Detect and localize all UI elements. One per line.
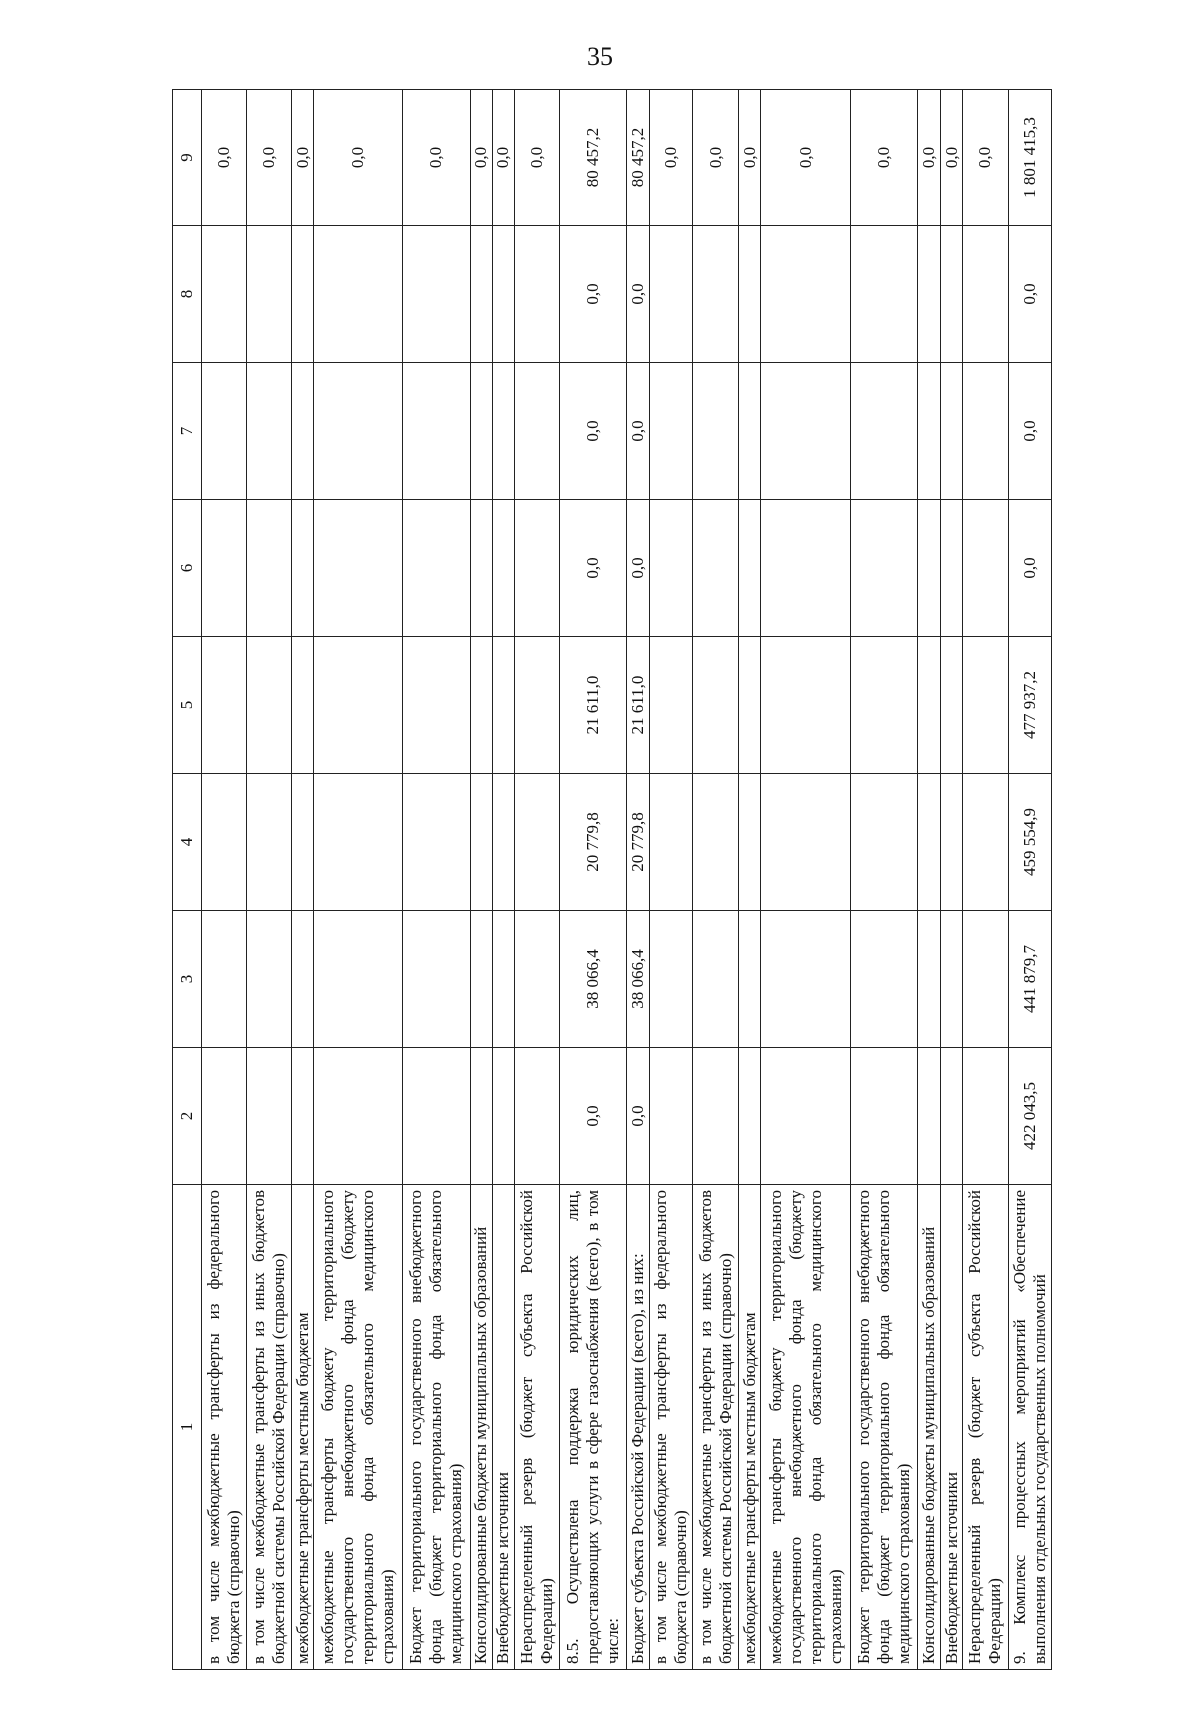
value-cell <box>247 226 292 363</box>
row-label: Нераспределенный резерв (бюджет субъекта Российской Федерации) <box>514 1185 559 1670</box>
row-label: межбюджетные трансферты бюджету территориального государственного внебюджетного фонда (бюджету территориального фонда обязательного медицинского страхования) <box>761 1185 851 1670</box>
table-row <box>761 90 851 1670</box>
value-cell <box>514 363 559 500</box>
value-cell <box>514 500 559 637</box>
value-cell <box>649 774 693 911</box>
value-cell: 20 779,8 <box>626 774 649 911</box>
table-row <box>470 90 492 1670</box>
value-cell <box>247 637 292 774</box>
value-cell: 0,0 <box>247 90 292 226</box>
value-cell: 441 879,7 <box>1008 911 1051 1048</box>
column-header: 7 <box>173 363 202 500</box>
value-cell <box>514 911 559 1048</box>
value-cell <box>918 637 941 774</box>
value-cell: 20 779,8 <box>559 774 626 911</box>
row-label: Бюджет субъекта Российской Федерации (всего), из них: <box>626 1185 649 1670</box>
value-cell <box>470 226 492 363</box>
value-cell <box>761 637 851 774</box>
value-cell <box>851 911 918 1048</box>
column-header: 3 <box>173 911 202 1048</box>
rotated-table-wrapper <box>172 90 1052 1670</box>
column-header: 4 <box>173 774 202 911</box>
row-label: в том числе межбюджетные трансферты из иных бюджетов бюджетной системы Российской Федерации (справочно) <box>693 1185 739 1670</box>
value-cell <box>761 774 851 911</box>
value-cell <box>514 226 559 363</box>
value-cell <box>918 1048 941 1185</box>
budget-table <box>172 89 1052 1670</box>
value-cell: 0,0 <box>470 90 492 226</box>
value-cell <box>918 500 941 637</box>
row-label: в том числе межбюджетные трансферты из федерального бюджета (справочно) <box>202 1185 247 1670</box>
row-label: межбюджетные трансферты бюджету территориального государственного внебюджетного фонда (бюджету территориального фонда обязательного медицинского страхования) <box>314 1185 403 1670</box>
value-cell <box>693 363 739 500</box>
value-cell <box>649 500 693 637</box>
value-cell <box>202 911 247 1048</box>
row-label: Бюджет территориального государственного внебюджетного фонда (бюджет территориального фонда обязательного медицинского страхования) <box>851 1185 918 1670</box>
value-cell <box>470 911 492 1048</box>
column-header: 8 <box>173 226 202 363</box>
value-cell: 38 066,4 <box>626 911 649 1048</box>
value-cell <box>247 1048 292 1185</box>
value-cell: 0,0 <box>761 90 851 226</box>
column-number-row <box>173 90 202 1670</box>
value-cell <box>514 1048 559 1185</box>
value-cell <box>514 774 559 911</box>
value-cell <box>918 774 941 911</box>
table-row <box>202 90 247 1670</box>
value-cell <box>402 1048 470 1185</box>
value-cell: 0,0 <box>626 500 649 637</box>
value-cell <box>492 774 514 911</box>
value-cell: 0,0 <box>292 90 314 226</box>
value-cell <box>739 500 761 637</box>
value-cell <box>693 1048 739 1185</box>
value-cell <box>470 774 492 911</box>
row-label: Внебюджетные источники <box>941 1185 963 1670</box>
value-cell <box>918 226 941 363</box>
value-cell <box>963 226 1009 363</box>
value-cell <box>470 363 492 500</box>
value-cell <box>470 1048 492 1185</box>
value-cell <box>402 774 470 911</box>
table-row <box>649 90 693 1670</box>
value-cell <box>963 911 1009 1048</box>
value-cell <box>314 637 403 774</box>
value-cell <box>492 500 514 637</box>
row-label: Нераспределенный резерв (бюджет субъекта Российской Федерации) <box>963 1185 1009 1670</box>
value-cell <box>292 363 314 500</box>
value-cell <box>247 363 292 500</box>
value-cell <box>314 226 403 363</box>
value-cell <box>492 226 514 363</box>
value-cell <box>851 500 918 637</box>
value-cell: 80 457,2 <box>559 90 626 226</box>
value-cell <box>851 774 918 911</box>
value-cell: 0,0 <box>559 226 626 363</box>
value-cell: 0,0 <box>559 1048 626 1185</box>
value-cell <box>202 363 247 500</box>
value-cell <box>963 363 1009 500</box>
row-label: 8.5. Осуществлена поддержка юридических лиц, предоставляющих услуги в сфере газоснабжения (всего), в том числе: <box>559 1185 626 1670</box>
value-cell: 0,0 <box>559 363 626 500</box>
table-row <box>963 90 1009 1670</box>
value-cell <box>247 774 292 911</box>
value-cell <box>649 1048 693 1185</box>
value-cell <box>314 774 403 911</box>
value-cell <box>739 637 761 774</box>
value-cell <box>693 774 739 911</box>
value-cell: 477 937,2 <box>1008 637 1051 774</box>
column-header: 6 <box>173 500 202 637</box>
value-cell <box>402 911 470 1048</box>
value-cell: 0,0 <box>314 90 403 226</box>
value-cell: 38 066,4 <box>559 911 626 1048</box>
value-cell <box>739 774 761 911</box>
value-cell <box>851 363 918 500</box>
value-cell: 0,0 <box>514 90 559 226</box>
value-cell <box>292 911 314 1048</box>
value-cell: 459 554,9 <box>1008 774 1051 911</box>
value-cell <box>739 363 761 500</box>
value-cell <box>314 1048 403 1185</box>
value-cell <box>649 363 693 500</box>
value-cell <box>693 226 739 363</box>
value-cell: 0,0 <box>851 90 918 226</box>
value-cell <box>470 637 492 774</box>
value-cell <box>492 911 514 1048</box>
value-cell <box>941 226 963 363</box>
value-cell <box>649 911 693 1048</box>
value-cell <box>202 500 247 637</box>
value-cell <box>941 500 963 637</box>
value-cell: 0,0 <box>693 90 739 226</box>
table-row <box>559 90 626 1670</box>
value-cell <box>292 226 314 363</box>
value-cell: 0,0 <box>918 90 941 226</box>
row-label: межбюджетные трансферты местным бюджетам <box>292 1185 314 1670</box>
value-cell: 0,0 <box>1008 363 1051 500</box>
table-row <box>514 90 559 1670</box>
table-row <box>402 90 470 1670</box>
row-label: Бюджет территориального государственного внебюджетного фонда (бюджет территориального фонда обязательного медицинского страхования) <box>402 1185 470 1670</box>
value-cell: 0,0 <box>626 226 649 363</box>
value-cell: 0,0 <box>739 90 761 226</box>
table-row <box>247 90 292 1670</box>
value-cell <box>963 1048 1009 1185</box>
value-cell <box>514 637 559 774</box>
value-cell <box>292 500 314 637</box>
table-row <box>626 90 649 1670</box>
row-label: Консолидированные бюджеты муниципальных образований <box>470 1185 492 1670</box>
value-cell <box>918 911 941 1048</box>
value-cell <box>402 363 470 500</box>
value-cell: 0,0 <box>649 90 693 226</box>
table-body <box>173 90 1052 1670</box>
value-cell <box>941 911 963 1048</box>
value-cell: 0,0 <box>492 90 514 226</box>
value-cell <box>851 226 918 363</box>
value-cell <box>851 637 918 774</box>
row-label: Консолидированные бюджеты муниципальных образований <box>918 1185 941 1670</box>
value-cell <box>292 774 314 911</box>
table-row <box>918 90 941 1670</box>
value-cell <box>941 637 963 774</box>
value-cell: 0,0 <box>402 90 470 226</box>
value-cell <box>649 226 693 363</box>
value-cell <box>963 637 1009 774</box>
value-cell: 1 801 415,3 <box>1008 90 1051 226</box>
value-cell <box>941 363 963 500</box>
value-cell <box>918 363 941 500</box>
table-row <box>851 90 918 1670</box>
value-cell <box>693 637 739 774</box>
value-cell <box>761 1048 851 1185</box>
table-row <box>1008 90 1051 1670</box>
row-label: в том числе межбюджетные трансферты из федерального бюджета (справочно) <box>649 1185 693 1670</box>
value-cell: 21 611,0 <box>626 637 649 774</box>
value-cell <box>492 363 514 500</box>
value-cell <box>402 500 470 637</box>
value-cell <box>247 500 292 637</box>
value-cell <box>202 774 247 911</box>
value-cell: 21 611,0 <box>559 637 626 774</box>
value-cell <box>963 774 1009 911</box>
row-label: 9. Комплекс процессных мероприятий «Обеспечение выполнения отдельных государственных полномочий <box>1008 1185 1051 1670</box>
column-header: 5 <box>173 637 202 774</box>
table-row <box>314 90 403 1670</box>
value-cell: 422 043,5 <box>1008 1048 1051 1185</box>
table-row <box>693 90 739 1670</box>
value-cell: 0,0 <box>1008 500 1051 637</box>
value-cell <box>292 637 314 774</box>
value-cell <box>761 911 851 1048</box>
value-cell <box>314 500 403 637</box>
value-cell: 0,0 <box>1008 226 1051 363</box>
value-cell <box>963 500 1009 637</box>
value-cell: 0,0 <box>202 90 247 226</box>
value-cell <box>693 500 739 637</box>
value-cell: 0,0 <box>941 90 963 226</box>
value-cell: 0,0 <box>626 1048 649 1185</box>
value-cell <box>292 1048 314 1185</box>
value-cell <box>202 226 247 363</box>
value-cell <box>492 1048 514 1185</box>
value-cell <box>941 1048 963 1185</box>
page-number: 35 <box>587 42 613 71</box>
value-cell <box>739 226 761 363</box>
value-cell <box>470 500 492 637</box>
value-cell <box>649 637 693 774</box>
value-cell <box>402 226 470 363</box>
value-cell <box>202 1048 247 1185</box>
value-cell <box>314 363 403 500</box>
value-cell <box>247 911 292 1048</box>
row-label: Внебюджетные источники <box>492 1185 514 1670</box>
value-cell <box>851 1048 918 1185</box>
table-row <box>292 90 314 1670</box>
row-label: межбюджетные трансферты местным бюджетам <box>739 1185 761 1670</box>
value-cell <box>492 637 514 774</box>
value-cell <box>761 226 851 363</box>
value-cell <box>693 911 739 1048</box>
value-cell <box>202 637 247 774</box>
value-cell: 0,0 <box>559 500 626 637</box>
value-cell <box>402 637 470 774</box>
value-cell: 80 457,2 <box>626 90 649 226</box>
value-cell <box>739 911 761 1048</box>
table-row <box>739 90 761 1670</box>
column-header: 2 <box>173 1048 202 1185</box>
table-row <box>492 90 514 1670</box>
table-row <box>941 90 963 1670</box>
value-cell <box>739 1048 761 1185</box>
value-cell <box>941 774 963 911</box>
value-cell <box>761 363 851 500</box>
column-header: 9 <box>173 90 202 226</box>
value-cell <box>314 911 403 1048</box>
value-cell <box>761 500 851 637</box>
value-cell: 0,0 <box>626 363 649 500</box>
row-label: в том числе межбюджетные трансферты из иных бюджетов бюджетной системы Российской Федерации (справочно) <box>247 1185 292 1670</box>
column-header: 1 <box>173 1185 202 1670</box>
value-cell: 0,0 <box>963 90 1009 226</box>
